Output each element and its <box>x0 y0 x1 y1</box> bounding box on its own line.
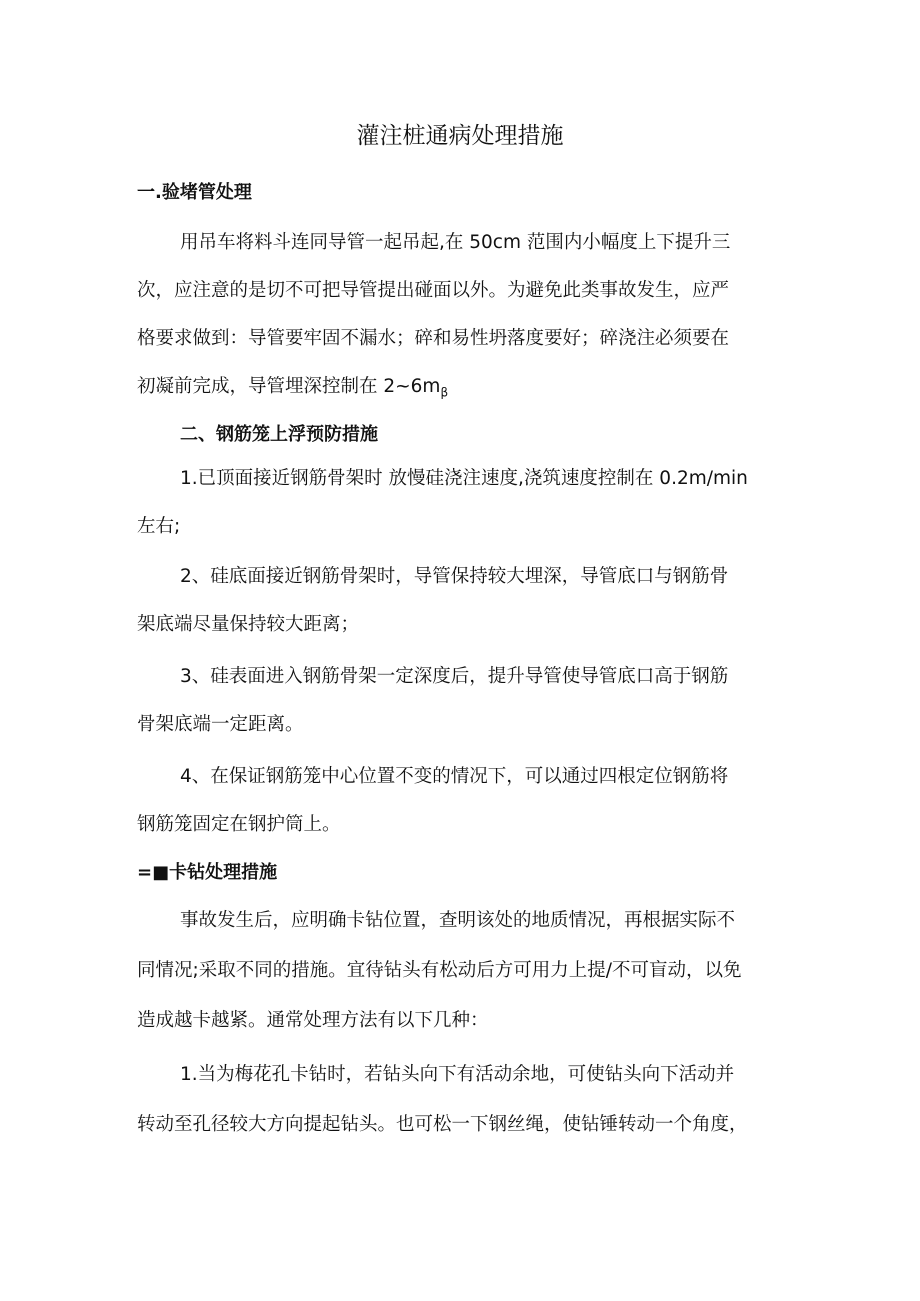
section-heading-3: =■卡钻处理措施 <box>137 862 278 883</box>
paragraph-line: 同情况;采取不同的措施。宜待钻头有松动后方可用力上提/不可盲动，以免 <box>137 960 742 981</box>
subscript-mark: β <box>440 385 449 400</box>
list-item-line: 1.已顶面接近钢筋骨架时 放慢硅浇注速度,浇筑速度控制在 0.2m/min <box>180 468 748 489</box>
list-item-line: 1.当为梅花孔卡钻时，若钻头向下有活动余地，可使钻头向下活动并 <box>180 1064 735 1085</box>
paragraph-line: 次，应注意的是切不可把导管提出碰面以外。为避免此类事故发生，应严 <box>137 280 730 301</box>
list-item-line: 左右; <box>137 516 181 537</box>
paragraph-line: 格要求做到：导管要牢固不漏水；碎和易性坍落度要好；碎浇注必须要在 <box>137 328 730 349</box>
paragraph-line: 用吊车将料斗连同导管一起吊起,在 50cm 范围内小幅度上下提升三 <box>180 232 731 253</box>
paragraph-line: 事故发生后，应明确卡钻位置，查明该处的地质情况，再根据实际不 <box>180 910 736 931</box>
list-item-line: 架底端尽量保持较大距离； <box>137 614 360 635</box>
list-item-line: 3、硅表面进入钢筋骨架一定深度后，提升导管使导管底口高于钢筋 <box>180 666 729 687</box>
paragraph-line <box>137 372 448 408</box>
paragraph-text: 初凝前完成，导管埋深控制在 2~6m <box>137 376 441 397</box>
list-item-line: 4、在保证钢筋笼中心位置不变的情况下，可以通过四根定位钢筋将 <box>180 766 729 787</box>
list-item-line: 转动至孔径较大方向提起钻头。也可松一下钢丝绳，使钻锤转动一个角度， <box>137 1114 748 1135</box>
section-heading-1: 一.验堵管处理 <box>137 182 252 203</box>
section-heading-2: 二、钢筋笼上浮预防措施 <box>180 424 378 445</box>
list-item-line: 2、硅底面接近钢筋骨架时，导管保持较大埋深，导管底口与钢筋骨 <box>180 566 729 587</box>
document-title: 灌注桩通病处理措施 <box>356 123 564 149</box>
paragraph-line: 造成越卡越紧。通常处理方法有以下几种： <box>137 1010 489 1031</box>
list-item-line: 钢筋笼固定在钢护筒上。 <box>137 814 341 835</box>
list-item-line: 骨架底端一定距离。 <box>137 714 304 735</box>
